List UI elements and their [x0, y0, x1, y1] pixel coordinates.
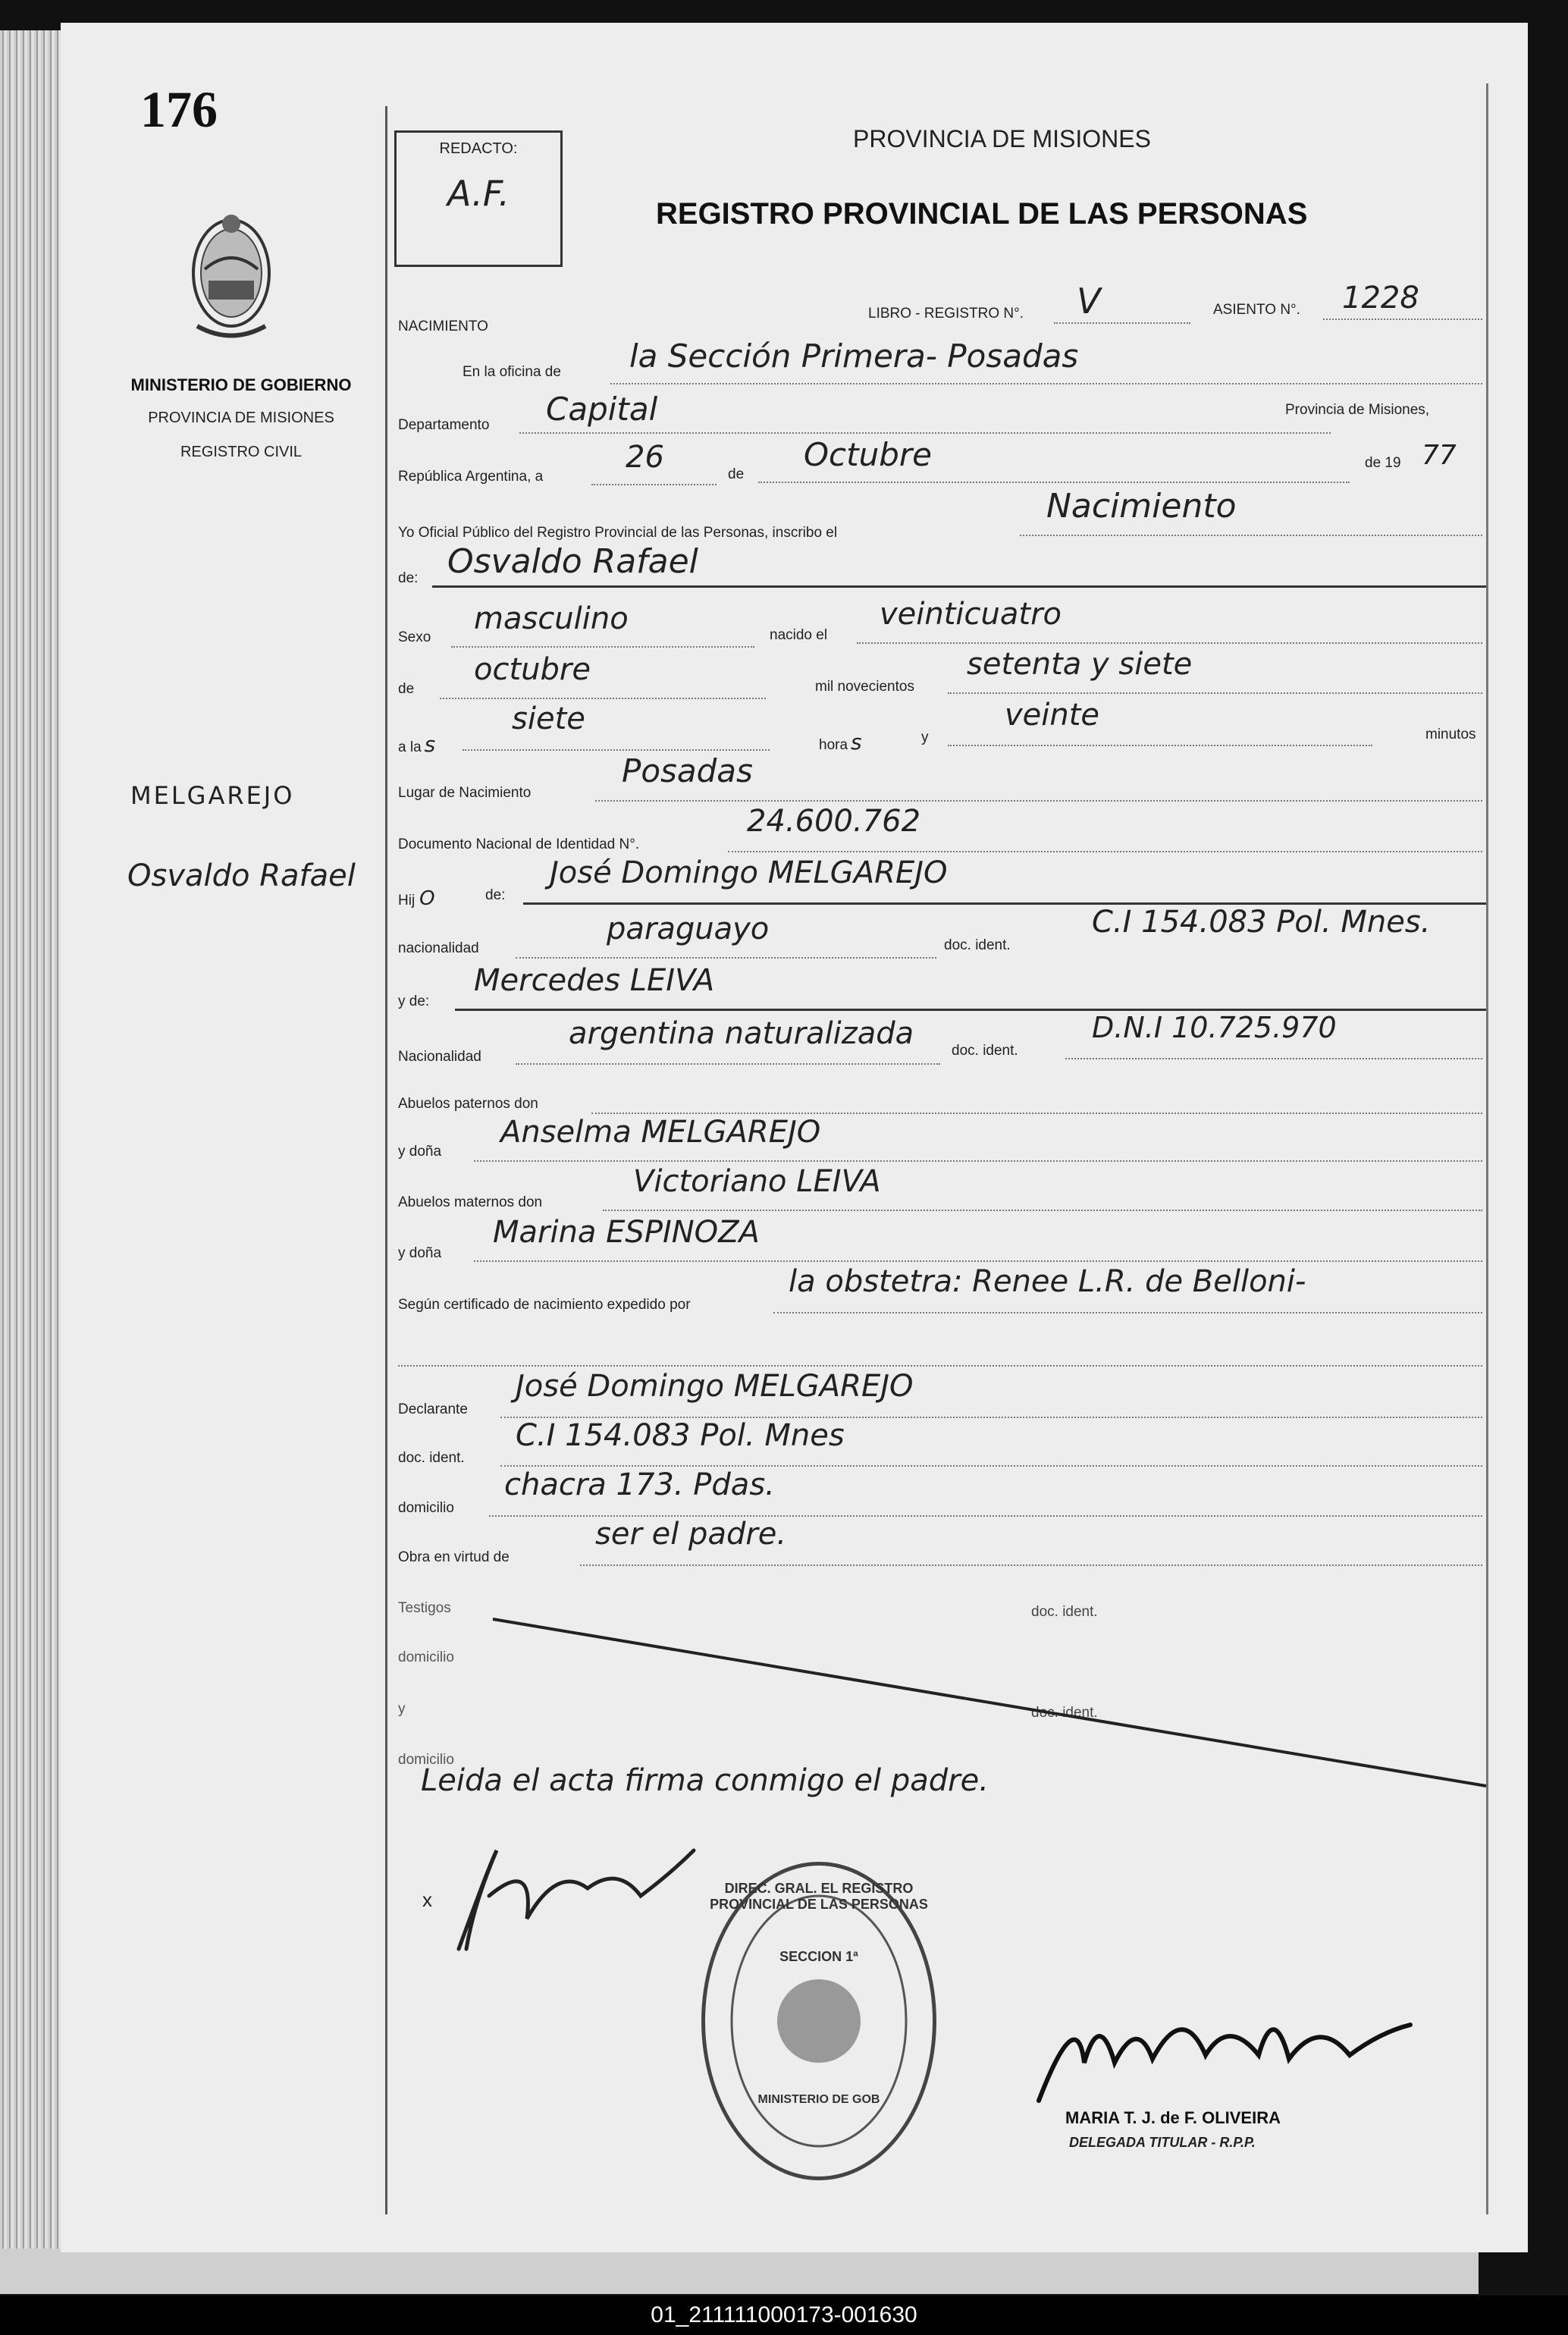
asiento-value: 1228	[1342, 281, 1419, 315]
abuelo-materno: Victoriano LEIVA	[633, 1164, 881, 1199]
testigos-dom2-label: domicilio	[398, 1752, 454, 1768]
mother-doc-line	[1065, 1058, 1482, 1059]
a-las-suffix: s	[424, 732, 436, 757]
name-line	[432, 585, 1486, 588]
abuelos-maternos-label: Abuelos maternos don	[398, 1194, 543, 1210]
declarante-label: Declarante	[398, 1401, 468, 1417]
yo-oficial-label: Yo Oficial Público del Registro Provincial de las Personas, inscribo el	[398, 525, 838, 541]
minutos-value: veinte	[1005, 698, 1100, 733]
mil-label: mil novecientos	[815, 679, 914, 695]
right-margin-rule	[1486, 83, 1488, 2214]
departamento-label: Departamento	[398, 417, 490, 433]
sexo-label: Sexo	[398, 629, 431, 645]
stamp-inner-text-2: MINISTERIO DE GOB	[757, 2093, 880, 2106]
provincia-label: Provincia de Misiones,	[1285, 402, 1430, 418]
a-las-label	[398, 732, 435, 757]
lugar-value: Posadas	[622, 752, 753, 789]
redacto-box	[394, 130, 563, 267]
redacto-label: REDACTO:	[439, 140, 518, 157]
testigos-dom-label: domicilio	[398, 1649, 454, 1665]
declarant-signature-icon	[444, 1835, 732, 1964]
footer-caption: 01_211111000173-001630	[0, 2296, 1568, 2335]
inscribo-line	[1020, 535, 1482, 536]
nacido-label: nacido el	[770, 627, 828, 643]
month-line	[758, 482, 1350, 483]
libro-line	[1054, 322, 1190, 324]
signature-mark: x	[422, 1888, 432, 1911]
dni-value: 24.600.762	[747, 804, 921, 839]
official-signature-icon	[1031, 1987, 1425, 2116]
mother-name: Mercedes LEIVA	[474, 963, 715, 998]
republica-label: República Argentina, a	[398, 469, 544, 485]
abuelos-paternos-line	[591, 1113, 1482, 1114]
hora-line	[463, 749, 770, 751]
hijo-suffix: O	[419, 887, 435, 910]
father-doc: C.I 154.083 Pol. Mnes.	[1092, 905, 1431, 940]
domicilio-label: domicilio	[398, 1500, 454, 1516]
certificado-label: Según certificado de nacimiento expedido por	[398, 1297, 691, 1313]
father-nationality-line	[516, 957, 936, 959]
minutos-line	[948, 745, 1372, 746]
de-label: de	[728, 466, 745, 482]
nacionalidad2-label: Nacionalidad	[398, 1049, 481, 1065]
year-label: de 19	[1365, 455, 1401, 471]
hora-label: hora	[819, 737, 848, 753]
departamento-line	[519, 432, 1331, 434]
coat-of-arms-icon	[178, 201, 284, 353]
oficina-label: En la oficina de	[463, 364, 561, 380]
month-value: Octubre	[804, 436, 933, 473]
de4-label: de:	[485, 887, 506, 903]
departamento-value: Capital	[546, 391, 658, 428]
nacido-value: veinticuatro	[880, 597, 1062, 632]
page-number: 176	[140, 80, 218, 138]
inscribo-value: Nacimiento	[1046, 487, 1237, 526]
dni-label: Documento Nacional de Identidad N°.	[398, 836, 640, 852]
registered-name: Osvaldo Rafael	[447, 542, 698, 581]
day-line	[591, 484, 717, 485]
decl-doc-line	[500, 1465, 1482, 1467]
doc-ident-label: doc. ident.	[944, 937, 1011, 953]
province-title: PROVINCIA DE MISIONES	[853, 125, 1151, 152]
domicilio-value: chacra 173. Pdas.	[504, 1467, 775, 1502]
minutos-label: minutos	[1425, 727, 1476, 742]
certificado-value: la obstetra: Renee L.R. de Belloni-	[789, 1264, 1306, 1299]
closing-note: Leida el acta firma conmigo el padre.	[421, 1763, 989, 1798]
y-de-label: y de:	[398, 993, 430, 1009]
province-label: PROVINCIA DE MISIONES	[148, 410, 334, 426]
declarante-value: José Domingo MELGAREJO	[516, 1369, 914, 1404]
sexo-line	[451, 646, 754, 648]
decl-doc-label: doc. ident.	[398, 1450, 465, 1466]
mother-nationality: argentina naturalizada	[569, 1016, 914, 1051]
obra-value: ser el padre.	[595, 1517, 787, 1552]
margin-surname: MELGAREJO	[130, 781, 295, 810]
sexo-value: masculino	[474, 601, 629, 636]
month2-value: octubre	[474, 652, 591, 687]
y-label: y	[921, 730, 929, 745]
hora-suffix: s	[851, 730, 862, 755]
obra-label: Obra en virtud de	[398, 1549, 510, 1565]
testigos-doc-label: doc. ident.	[1031, 1604, 1098, 1620]
libro-value: V	[1077, 281, 1101, 322]
registry-stamp	[701, 1862, 936, 2180]
testigos-doc2-label: doc. ident.	[1031, 1705, 1098, 1721]
stamp-inner-text: SECCION 1ª	[779, 1949, 858, 1964]
year-value: 77	[1422, 440, 1457, 471]
father-nationality: paraguayo	[607, 912, 770, 946]
y-dona-label: y doña	[398, 1144, 442, 1160]
obra-line	[580, 1565, 1482, 1566]
y2-label: y	[398, 1701, 406, 1717]
oficina-value: la Sección Primera- Posadas	[629, 337, 1079, 375]
father-name: José Domingo MELGAREJO	[550, 855, 948, 890]
day-value: 26	[626, 440, 664, 475]
left-margin-rule	[385, 106, 387, 2214]
mother-nationality-line	[516, 1063, 940, 1065]
page-bottom-strip	[0, 2249, 1479, 2294]
abuelos-paternos-label: Abuelos paternos don	[398, 1096, 538, 1112]
certificado-line	[773, 1312, 1482, 1313]
testigos-label: Testigos	[398, 1600, 451, 1616]
lugar-label: Lugar de Nacimiento	[398, 785, 532, 801]
doc-ident2-label: doc. ident.	[952, 1043, 1018, 1059]
official-name: MARIA T. J. de F. OLIVEIRA	[1065, 2108, 1281, 2127]
de3-label: de	[398, 681, 415, 697]
registry-title: REGISTRO PROVINCIAL DE LAS PERSONAS	[656, 197, 1308, 231]
ministry-label: MINISTERIO DE GOBIERNO	[130, 375, 352, 394]
oficina-line	[610, 383, 1482, 384]
certificado-line-2	[398, 1365, 1482, 1367]
document-page	[61, 23, 1528, 2252]
abuelo-materno-line	[603, 1210, 1482, 1211]
dni-line	[728, 851, 1482, 852]
libro-label: LIBRO - REGISTRO N°.	[868, 306, 1024, 322]
abuela-materna-line	[474, 1260, 1482, 1262]
month2-line	[440, 698, 766, 699]
year-words-line	[948, 692, 1482, 694]
registry-label: REGISTRO CIVIL	[180, 444, 303, 460]
nacido-line	[857, 642, 1482, 644]
decl-doc-value: C.I 154.083 Pol. Mnes	[516, 1418, 845, 1453]
hora-value: siete	[512, 701, 585, 736]
redacto-value: A.F.	[447, 173, 510, 214]
official-title: DELEGADA TITULAR - R.P.P.	[1069, 2135, 1256, 2150]
abuela-paterna: Anselma MELGAREJO	[500, 1115, 821, 1150]
de2-label: de:	[398, 570, 419, 586]
a-las-text: a la	[398, 739, 422, 755]
hijo-label: Hij	[398, 893, 416, 909]
year-words: setenta y siete	[967, 647, 1193, 682]
nacionalidad-label: nacionalidad	[398, 940, 479, 956]
lugar-line	[595, 800, 1482, 802]
mother-doc: D.N.I 10.725.970	[1092, 1011, 1337, 1044]
record-type-label: NACIMIENTO	[398, 319, 488, 334]
abuela-paterna-line	[474, 1160, 1482, 1162]
stamp-text: DIREC. GRAL. EL REGISTRO PROVINCIAL DE LAS PERSONAS	[710, 1881, 928, 1912]
asiento-label: ASIENTO N°.	[1213, 302, 1300, 318]
asiento-line	[1323, 319, 1482, 320]
margin-given-names: Osvaldo Rafael	[127, 858, 356, 893]
abuela-materna: Marina ESPINOZA	[493, 1215, 760, 1250]
y-dona2-label: y doña	[398, 1245, 442, 1261]
